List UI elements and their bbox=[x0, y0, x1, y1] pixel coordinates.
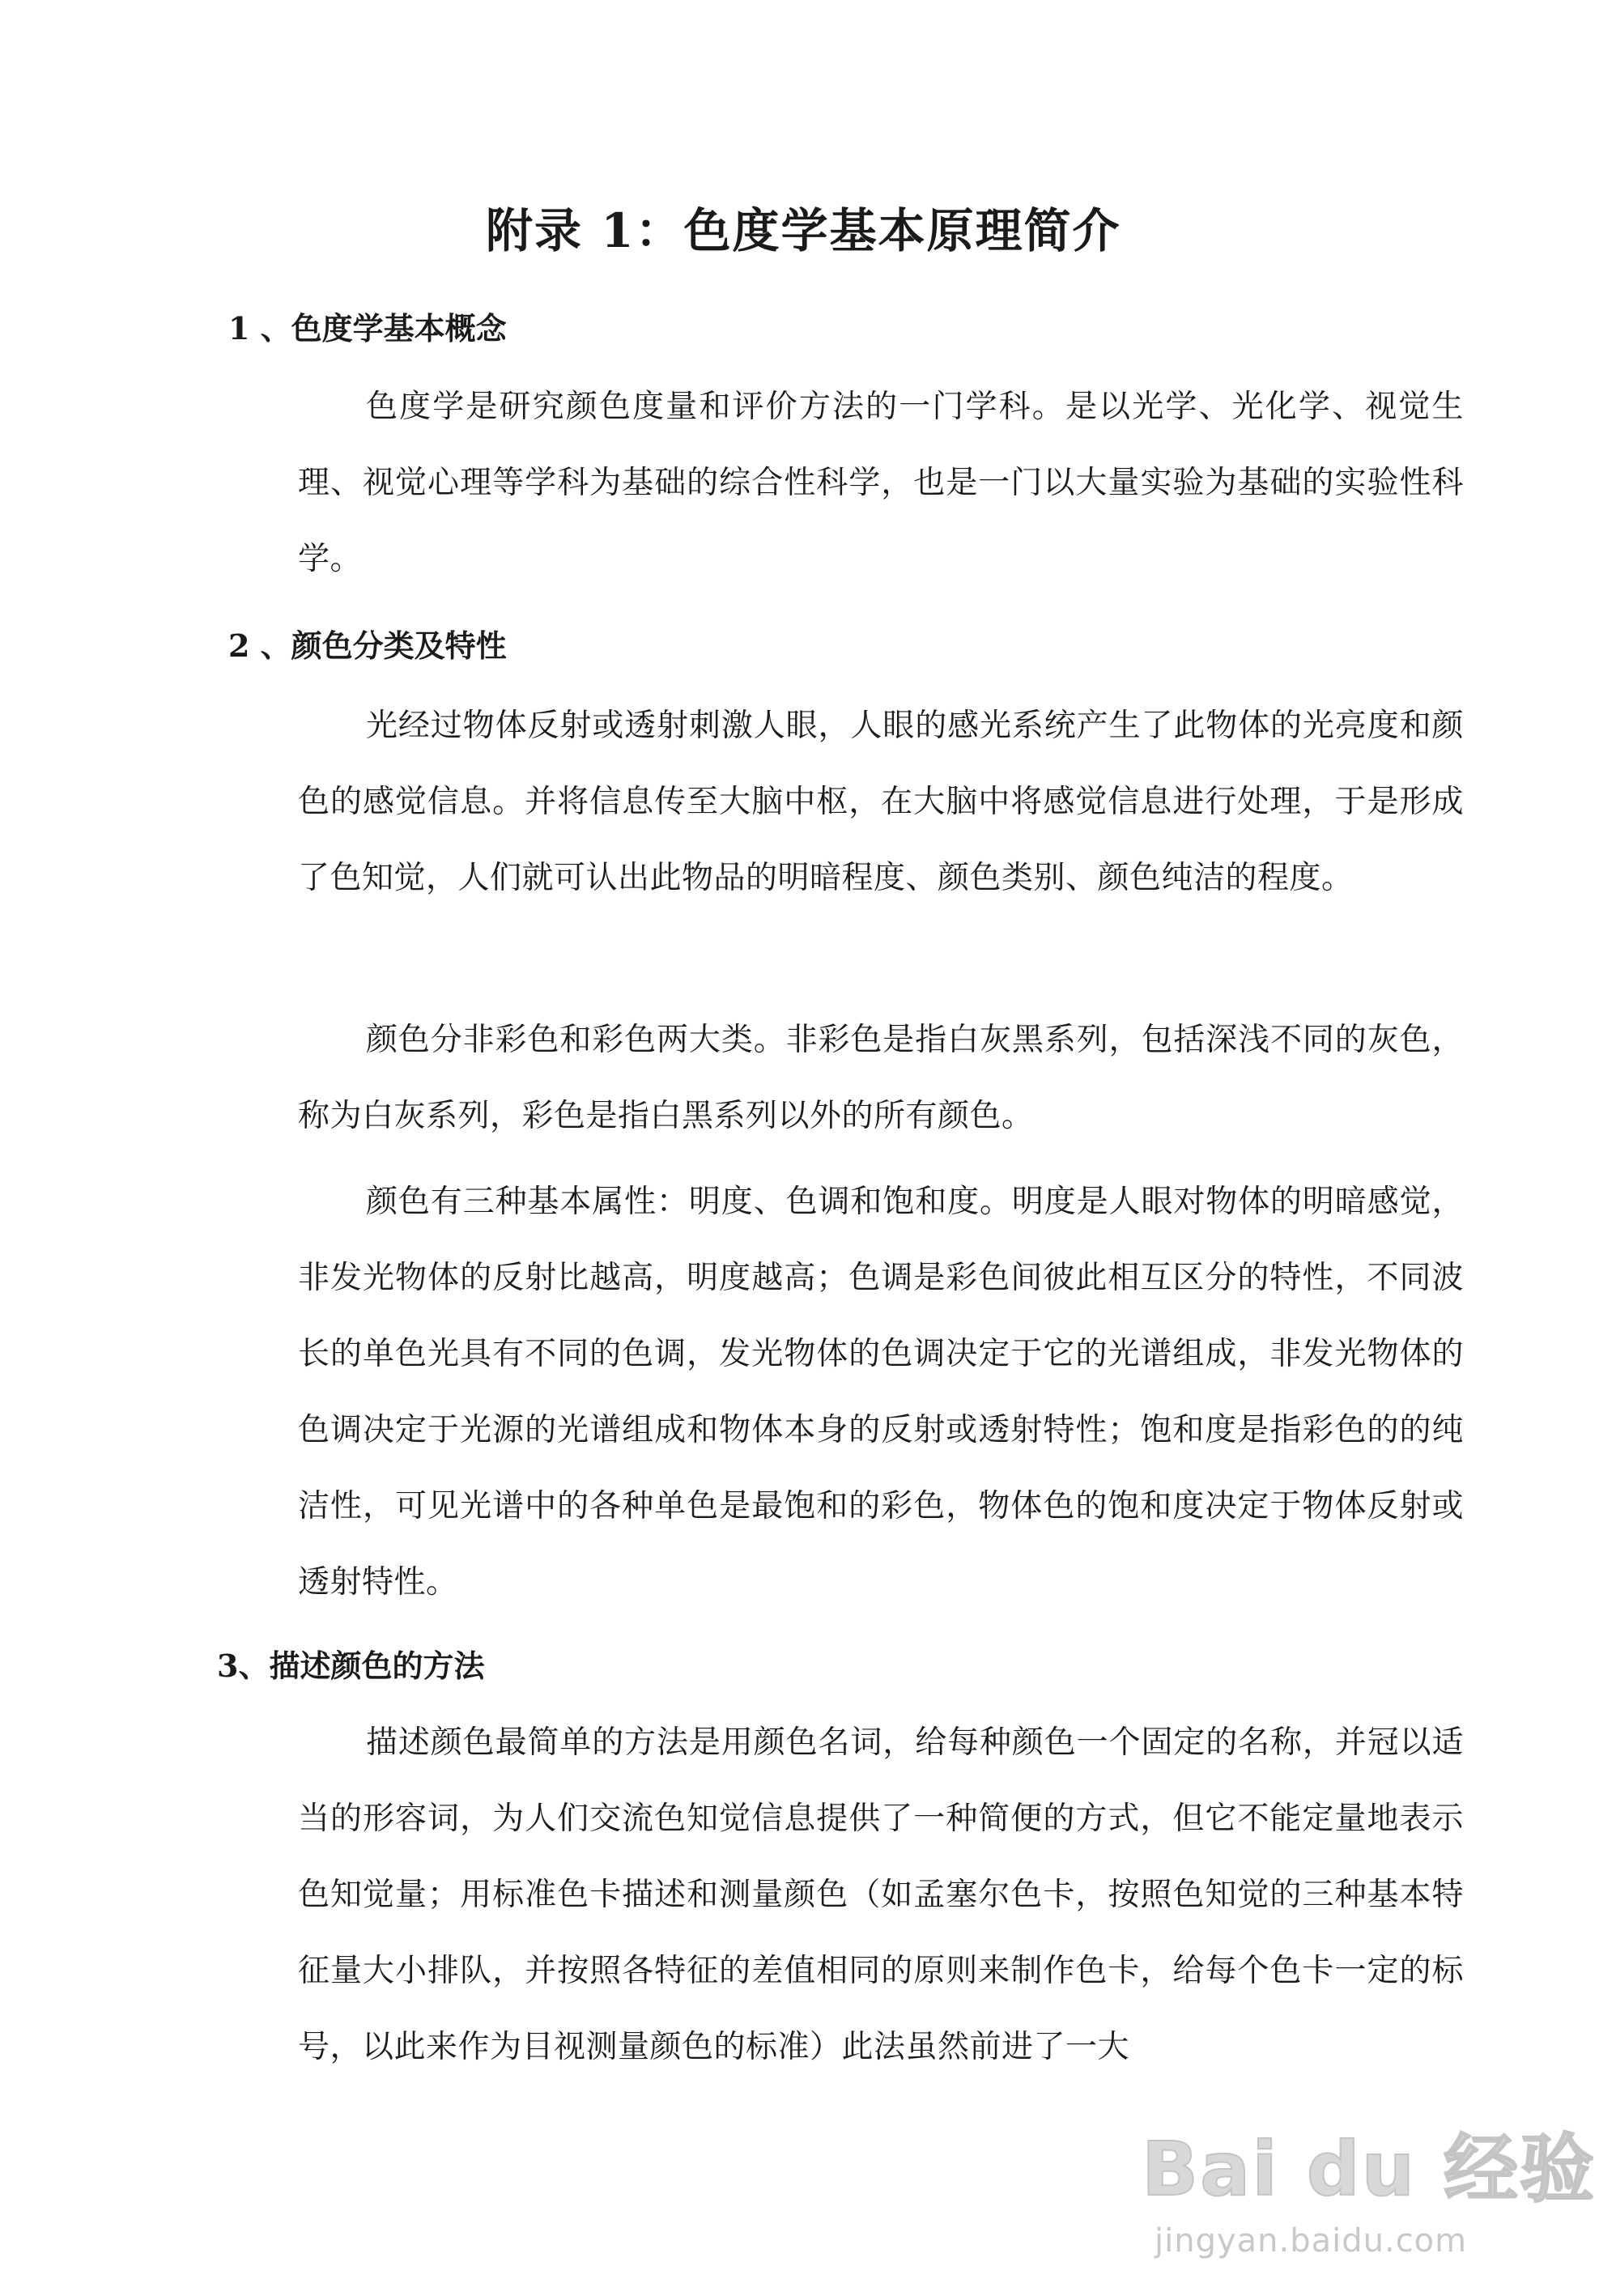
watermark-logo-text: Bai du 经验 bbox=[1142, 2126, 1597, 2213]
section-3-paragraph-1: 描述颜色最简单的方法是用颜色名词，给每种颜色一个固定的名称，并冠以适当的形容词，为人们交流色知觉信息提供了一种简便的方式，但它不能定量地表示色知觉量；用标准色卡描述和测量颜色（如孟塞尔色卡，按照色知觉的三种基本特征量大小排队，并按照各特征的差值相同的原则来制作色卡，给每个色卡一定的标号，以此来作为目视测量颜色的标准）此法虽然前进了一大 bbox=[298, 1724, 1464, 2065]
section-heading-3: 3、描述颜色的方法 bbox=[217, 1648, 485, 1684]
section-1-paragraph-1: 色度学是研究颜色度量和评价方法的一门学科。是以光学、光化学、视觉生理、视觉心理等学科为基础的综合性科学，也是一门以大量实验为基础的实验性科学。 bbox=[298, 389, 1464, 577]
page-title: 附录 1：色度学基本原理简介 bbox=[486, 203, 1121, 258]
section-2-paragraph-3: 颜色有三种基本属性：明度、色调和饱和度。明度是人眼对物体的明暗感觉，非发光物体的反射比越高，明度越高；色调是彩色间彼此相互区分的特性，不同波长的单色光具有不同的色调，发光物体的色调决定于它的光谱组成，非发光物体的色调决定于光源的光谱组成和物体本身的反射或透射特性；饱和度是指彩色的的纯洁性，可见光谱中的各种单色是最饱和的彩色，物体色的饱和度决定于物体反射或透射特性。 bbox=[298, 1184, 1464, 1601]
section-2-paragraph-1: 光经过物体反射或透射刺激人眼，人眼的感光系统产生了此物体的光亮度和颜色的感觉信息。并将信息传至大脑中枢，在大脑中将感觉信息进行处理，于是形成了色知觉，人们就可认出此物品的明暗程度、颜色类别、颜色纯洁的程度。 bbox=[298, 708, 1464, 896]
section-heading-1: 1 、色度学基本概念 bbox=[228, 310, 507, 347]
baidu-jingyan-watermark bbox=[1142, 2125, 1597, 2287]
section-heading-2: 2 、颜色分类及特性 bbox=[228, 627, 507, 664]
section-2-paragraph-2: 颜色分非彩色和彩色两大类。非彩色是指白灰黑系列，包括深浅不同的灰色，称为白灰系列，彩色是指白黑系列以外的所有颜色。 bbox=[298, 1022, 1464, 1134]
watermark-url: jingyan.baidu.com bbox=[1155, 2222, 1468, 2260]
baidu-jingyan-logo bbox=[1142, 2125, 1596, 2214]
